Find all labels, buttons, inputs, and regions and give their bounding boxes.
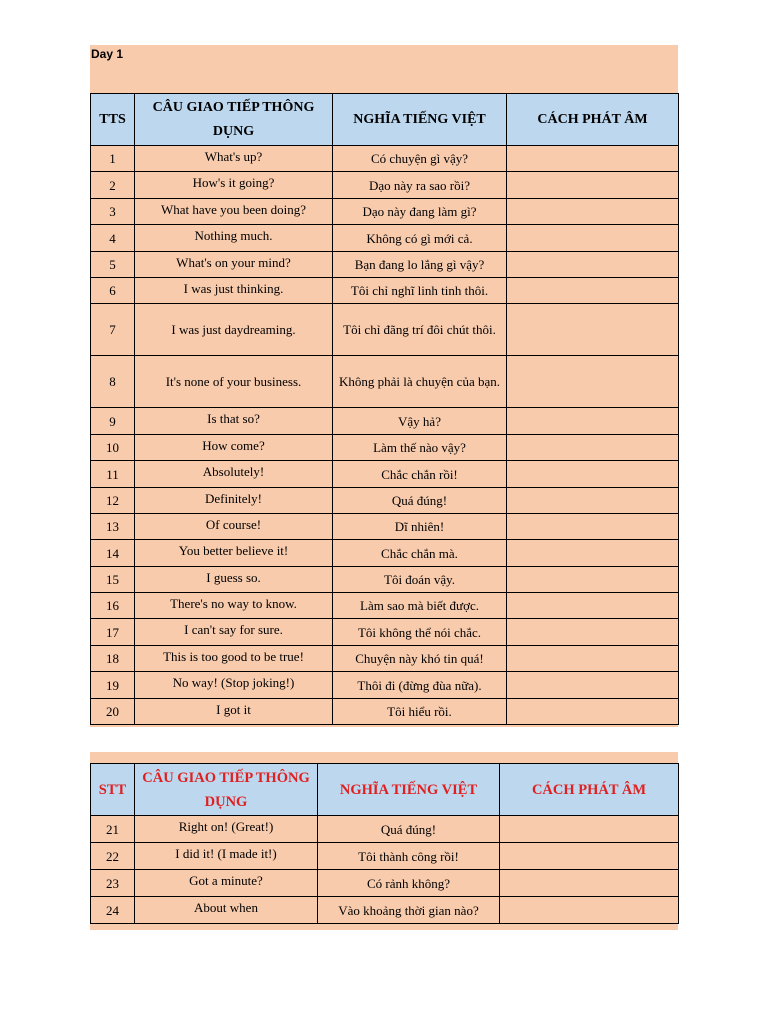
- row-pronunciation: [507, 277, 679, 303]
- row-pronunciation: [500, 816, 679, 843]
- table-row: [91, 277, 679, 303]
- row-number: 15: [91, 566, 135, 592]
- header-meaning: NGHĨA TIẾNG VIỆT: [318, 764, 500, 816]
- table-row: [91, 645, 679, 671]
- row-meaning: Chắc chắn rồi!: [333, 461, 507, 487]
- row-meaning: Chắc chắn mà.: [333, 540, 507, 566]
- row-phrase: I guess so.: [135, 566, 333, 592]
- header-tts: TTS: [91, 94, 135, 146]
- row-meaning: Có rảnh không?: [318, 870, 500, 897]
- row-pronunciation: [507, 434, 679, 460]
- table-row: [91, 870, 679, 897]
- row-pronunciation: [507, 146, 679, 172]
- row-number: 3: [91, 198, 135, 224]
- row-number: 1: [91, 146, 135, 172]
- table-row: [91, 593, 679, 619]
- row-meaning: Có chuyện gì vậy?: [333, 146, 507, 172]
- row-meaning: Không phải là chuyện của bạn.: [333, 356, 507, 408]
- row-phrase: What's on your mind?: [135, 251, 333, 277]
- table-row: [91, 198, 679, 224]
- row-number: 13: [91, 513, 135, 539]
- table-row: [91, 146, 679, 172]
- row-phrase: Nothing much.: [135, 225, 333, 251]
- table-row: [91, 698, 679, 724]
- row-number: 4: [91, 225, 135, 251]
- row-number: 5: [91, 251, 135, 277]
- table-row: [91, 408, 679, 434]
- row-number: 12: [91, 487, 135, 513]
- row-phrase: Right on! (Great!): [135, 816, 318, 843]
- sheet-block-2: [90, 752, 678, 930]
- day-label: Day 1: [91, 47, 124, 61]
- row-meaning: Không có gì mới cả.: [333, 225, 507, 251]
- row-phrase: Is that so?: [135, 408, 333, 434]
- sheet-block-1: [90, 45, 678, 727]
- row-number: 2: [91, 172, 135, 198]
- row-meaning: Tôi chỉ nghĩ linh tinh thôi.: [333, 277, 507, 303]
- row-phrase: It's none of your business.: [135, 356, 333, 408]
- row-pronunciation: [507, 172, 679, 198]
- row-phrase: There's no way to know.: [135, 593, 333, 619]
- header-pronunciation: CÁCH PHÁT ÂM: [507, 94, 679, 146]
- row-pronunciation: [507, 698, 679, 724]
- row-phrase: I was just thinking.: [135, 277, 333, 303]
- row-pronunciation: [507, 566, 679, 592]
- row-number: 19: [91, 672, 135, 698]
- table-row: [91, 304, 679, 356]
- row-meaning: Dạo này đang làm gì?: [333, 198, 507, 224]
- row-number: 23: [91, 870, 135, 897]
- row-pronunciation: [500, 870, 679, 897]
- table-row: [91, 356, 679, 408]
- row-pronunciation: [507, 593, 679, 619]
- row-meaning: Quá đúng!: [333, 487, 507, 513]
- row-meaning: Tôi đoán vậy.: [333, 566, 507, 592]
- row-pronunciation: [507, 540, 679, 566]
- row-number: 10: [91, 434, 135, 460]
- row-meaning: Dĩ nhiên!: [333, 513, 507, 539]
- row-phrase: What's up?: [135, 146, 333, 172]
- row-number: 9: [91, 408, 135, 434]
- table-row: [91, 487, 679, 513]
- row-phrase: How come?: [135, 434, 333, 460]
- row-pronunciation: [507, 356, 679, 408]
- row-meaning: Quá đúng!: [318, 816, 500, 843]
- row-number: 22: [91, 843, 135, 870]
- table-row: [91, 672, 679, 698]
- row-phrase: Got a minute?: [135, 870, 318, 897]
- row-pronunciation: [507, 304, 679, 356]
- row-pronunciation: [507, 225, 679, 251]
- row-pronunciation: [507, 619, 679, 645]
- row-number: 24: [91, 897, 135, 924]
- row-pronunciation: [507, 672, 679, 698]
- table-row: [91, 461, 679, 487]
- row-pronunciation: [500, 897, 679, 924]
- phrase-table-2: [90, 763, 679, 924]
- phrase-table-1: [90, 93, 679, 725]
- table-row: [91, 513, 679, 539]
- row-pronunciation: [507, 408, 679, 434]
- row-meaning: Tôi chỉ đãng trí đôi chút thôi.: [333, 304, 507, 356]
- row-number: 21: [91, 816, 135, 843]
- row-phrase: I did it! (I made it!): [135, 843, 318, 870]
- row-meaning: Tôi thành công rồi!: [318, 843, 500, 870]
- table-row: [91, 540, 679, 566]
- row-phrase: What have you been doing?: [135, 198, 333, 224]
- header-stt: STT: [91, 764, 135, 816]
- row-meaning: Tôi hiểu rồi.: [333, 698, 507, 724]
- row-meaning: Vậy hả?: [333, 408, 507, 434]
- table-row: [91, 816, 679, 843]
- row-number: 18: [91, 645, 135, 671]
- row-meaning: Làm sao mà biết được.: [333, 593, 507, 619]
- row-number: 11: [91, 461, 135, 487]
- row-number: 14: [91, 540, 135, 566]
- row-meaning: Làm thế nào vậy?: [333, 434, 507, 460]
- row-phrase: You better believe it!: [135, 540, 333, 566]
- header-meaning: NGHĨA TIẾNG VIỆT: [333, 94, 507, 146]
- row-phrase: No way! (Stop joking!): [135, 672, 333, 698]
- row-number: 7: [91, 304, 135, 356]
- row-meaning: Chuyện này khó tin quá!: [333, 645, 507, 671]
- row-number: 16: [91, 593, 135, 619]
- row-pronunciation: [500, 843, 679, 870]
- row-phrase: How's it going?: [135, 172, 333, 198]
- row-number: 6: [91, 277, 135, 303]
- row-meaning: Tôi không thể nói chắc.: [333, 619, 507, 645]
- table-row: [91, 172, 679, 198]
- table-row: [91, 843, 679, 870]
- row-number: 8: [91, 356, 135, 408]
- row-meaning: Thôi đi (đừng đùa nữa).: [333, 672, 507, 698]
- row-meaning: Vào khoảng thời gian nào?: [318, 897, 500, 924]
- row-pronunciation: [507, 645, 679, 671]
- row-phrase: I can't say for sure.: [135, 619, 333, 645]
- row-number: 17: [91, 619, 135, 645]
- table-row: [91, 619, 679, 645]
- row-meaning: Bạn đang lo lắng gì vậy?: [333, 251, 507, 277]
- row-phrase: About when: [135, 897, 318, 924]
- row-phrase: Absolutely!: [135, 461, 333, 487]
- row-phrase: Of course!: [135, 513, 333, 539]
- table-row: [91, 225, 679, 251]
- row-pronunciation: [507, 513, 679, 539]
- table-row: [91, 251, 679, 277]
- row-phrase: This is too good to be true!: [135, 645, 333, 671]
- row-phrase: I was just daydreaming.: [135, 304, 333, 356]
- header-pronunciation: CÁCH PHÁT ÂM: [500, 764, 679, 816]
- table-row: [91, 434, 679, 460]
- table-row: [91, 566, 679, 592]
- header-phrase: CÂU GIAO TIẾP THÔNG DỤNG: [135, 94, 333, 146]
- header-phrase: CÂU GIAO TIẾP THÔNG DỤNG: [135, 764, 318, 816]
- table-row: [91, 897, 679, 924]
- row-pronunciation: [507, 251, 679, 277]
- row-phrase: I got it: [135, 698, 333, 724]
- row-number: 20: [91, 698, 135, 724]
- row-pronunciation: [507, 461, 679, 487]
- row-pronunciation: [507, 198, 679, 224]
- row-meaning: Dạo này ra sao rồi?: [333, 172, 507, 198]
- row-pronunciation: [507, 487, 679, 513]
- row-phrase: Definitely!: [135, 487, 333, 513]
